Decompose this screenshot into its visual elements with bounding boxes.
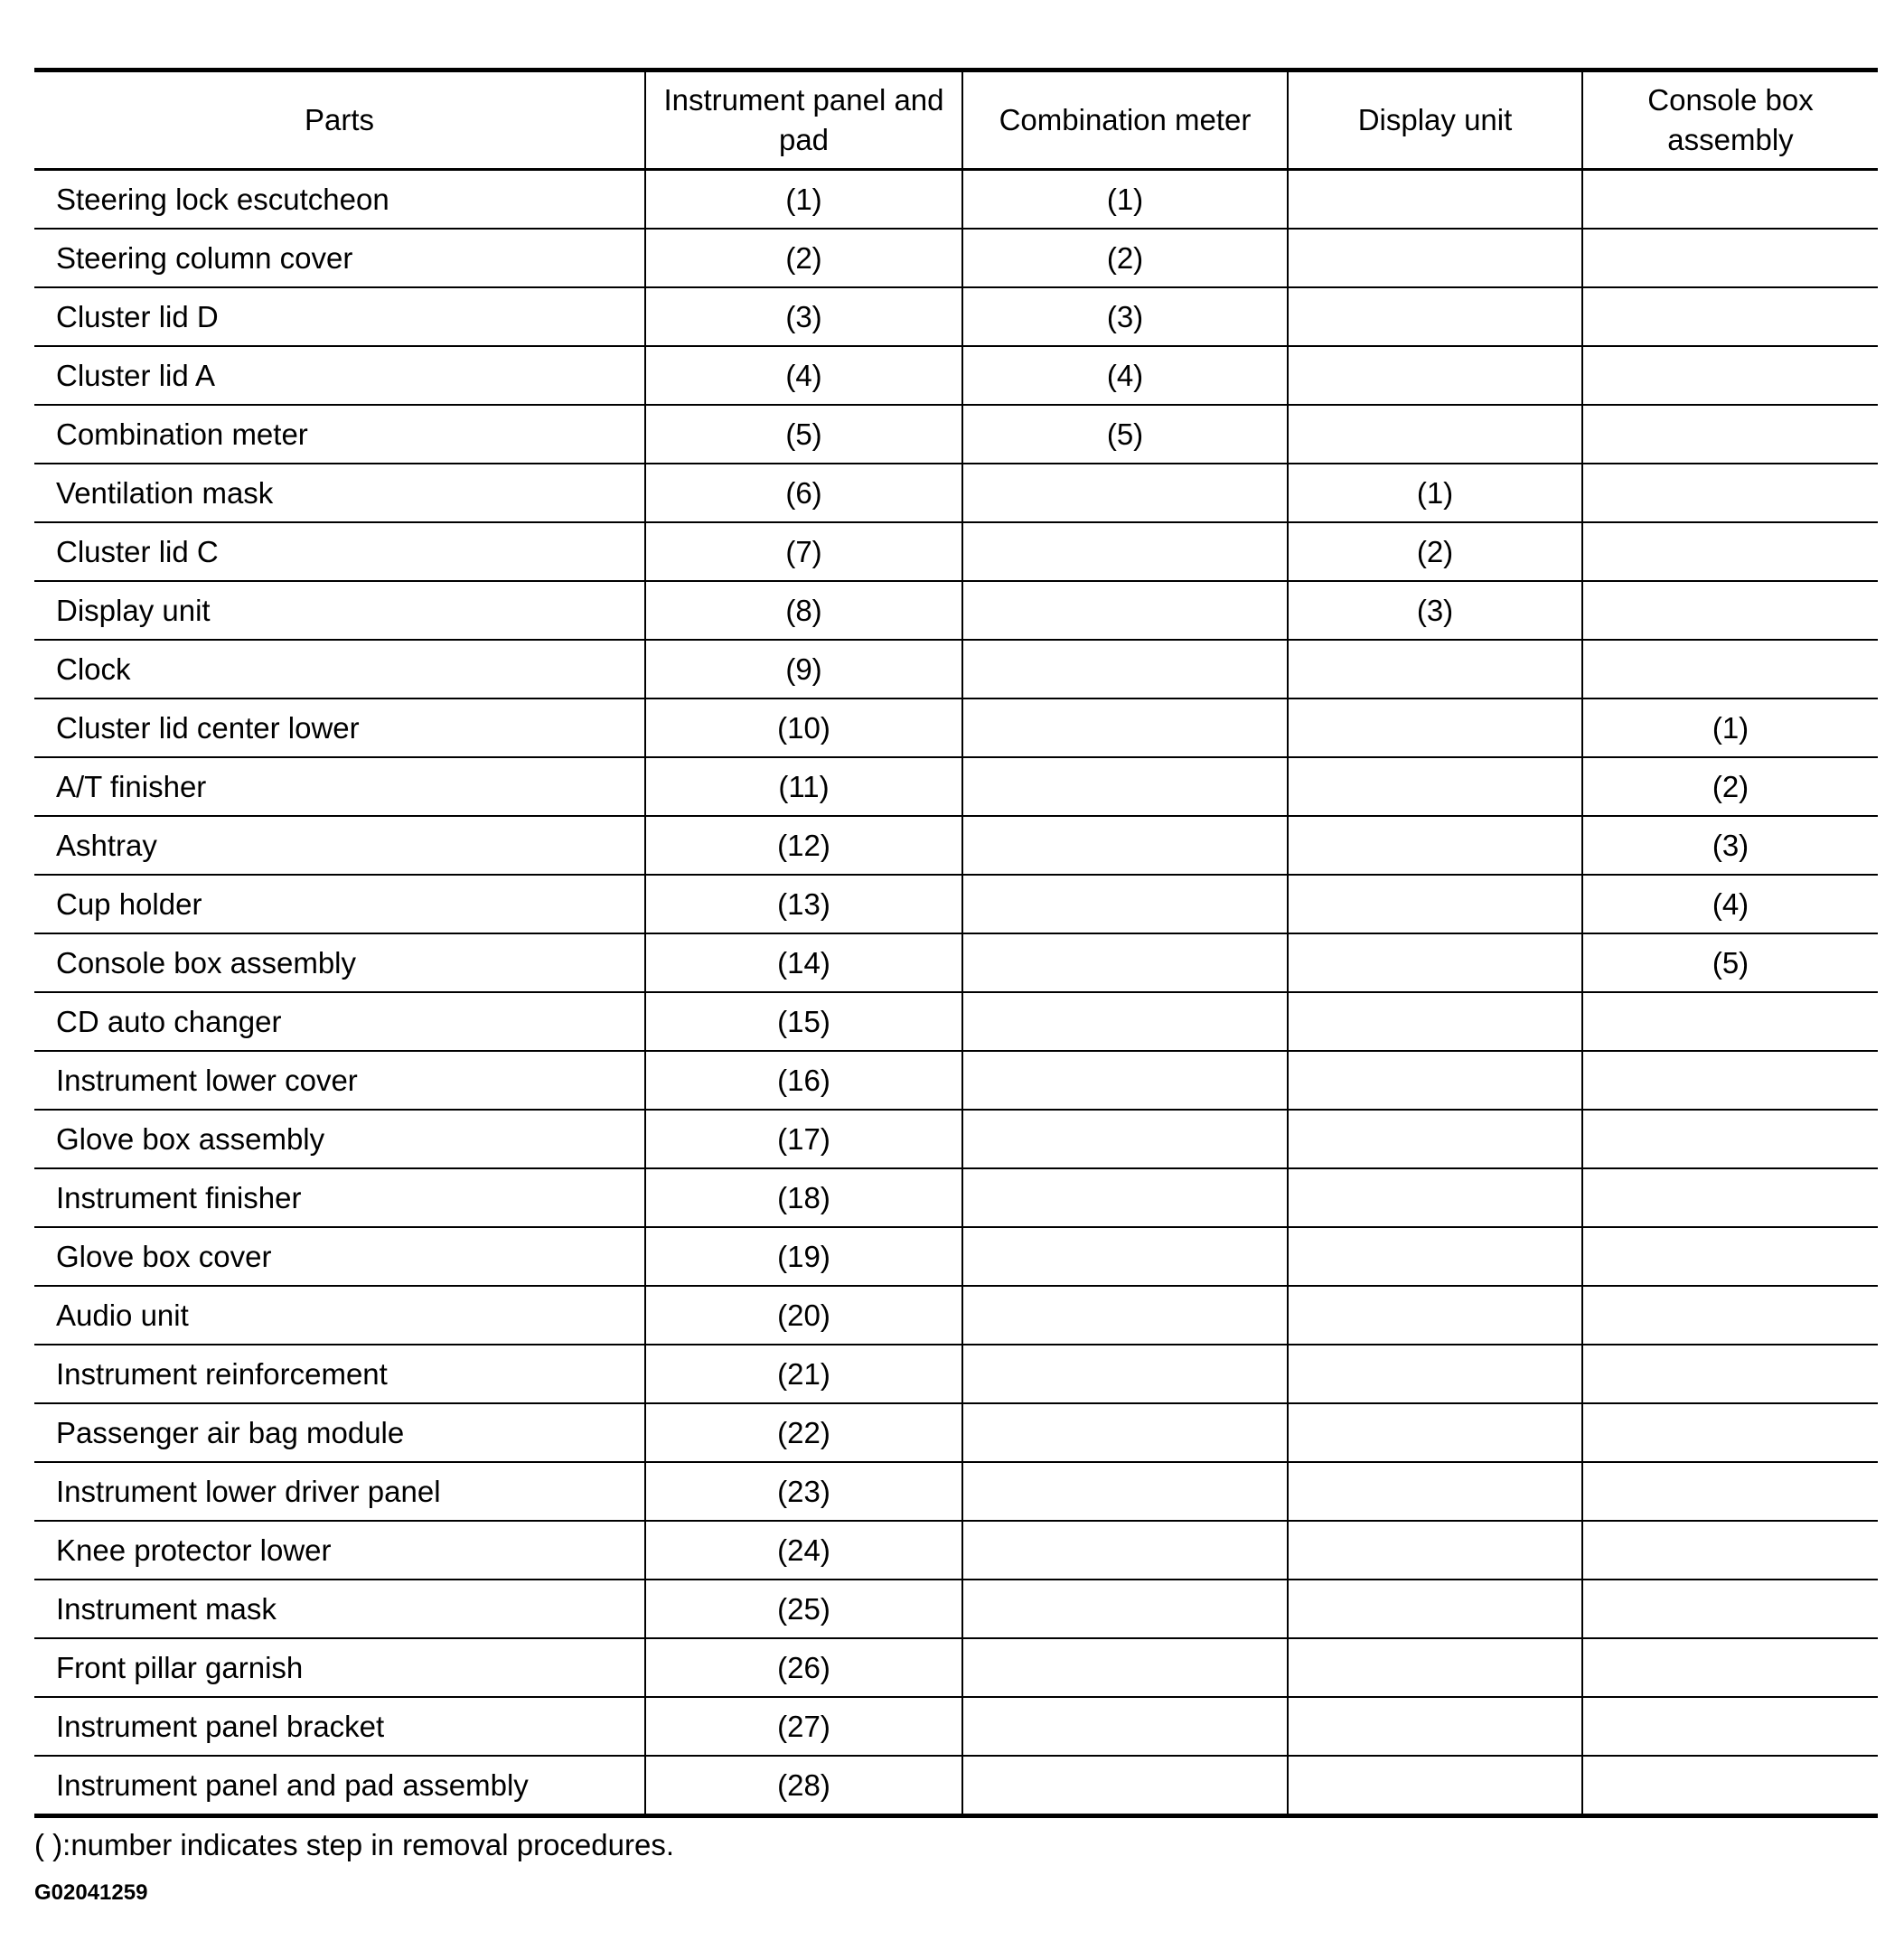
console-box-step-cell: (1) xyxy=(1582,698,1878,757)
instrument-panel-step-cell: (15) xyxy=(645,992,962,1051)
console-box-step-cell xyxy=(1582,170,1878,230)
console-box-step-cell xyxy=(1582,1403,1878,1462)
part-name-cell: Ashtray xyxy=(34,816,645,875)
table-row xyxy=(34,1051,1878,1110)
table-row xyxy=(34,1462,1878,1521)
instrument-panel-step-cell: (18) xyxy=(645,1168,962,1227)
instrument-panel-step-cell: (25) xyxy=(645,1580,962,1638)
display-unit-step-cell xyxy=(1288,1345,1582,1403)
figure-id: G02041259 xyxy=(34,1880,148,1905)
part-name-cell: Cluster lid center lower xyxy=(34,698,645,757)
console-box-step-cell: (3) xyxy=(1582,816,1878,875)
instrument-panel-step-cell: (8) xyxy=(645,581,962,640)
table-row xyxy=(34,1580,1878,1638)
part-name-cell: Audio unit xyxy=(34,1286,645,1345)
console-box-step-cell xyxy=(1582,1697,1878,1756)
table-row xyxy=(34,816,1878,875)
console-box-step-cell: (2) xyxy=(1582,757,1878,816)
part-name-cell: Combination meter xyxy=(34,405,645,464)
combination-meter-step-cell xyxy=(962,875,1288,933)
instrument-panel-step-cell: (28) xyxy=(645,1756,962,1816)
display-unit-step-cell xyxy=(1288,757,1582,816)
header-parts: Parts xyxy=(34,70,645,170)
display-unit-step-cell xyxy=(1288,816,1582,875)
table-row xyxy=(34,1227,1878,1286)
console-box-step-cell xyxy=(1582,229,1878,287)
display-unit-step-cell xyxy=(1288,1580,1582,1638)
header-console-box-assembly: Console box assembly xyxy=(1582,70,1878,170)
display-unit-step-cell xyxy=(1288,1227,1582,1286)
console-box-step-cell xyxy=(1582,1756,1878,1816)
table-row xyxy=(34,464,1878,522)
part-name-cell: Cluster lid A xyxy=(34,346,645,405)
part-name-cell: Instrument lower driver panel xyxy=(34,1462,645,1521)
console-box-step-cell xyxy=(1582,464,1878,522)
table-row xyxy=(34,640,1878,698)
instrument-panel-step-cell: (27) xyxy=(645,1697,962,1756)
part-name-cell: Cluster lid C xyxy=(34,522,645,581)
table-row xyxy=(34,757,1878,816)
console-box-step-cell xyxy=(1582,581,1878,640)
display-unit-step-cell xyxy=(1288,346,1582,405)
part-name-cell: Knee protector lower xyxy=(34,1521,645,1580)
instrument-panel-step-cell: (5) xyxy=(645,405,962,464)
part-name-cell: Clock xyxy=(34,640,645,698)
console-box-step-cell xyxy=(1582,287,1878,346)
part-name-cell: Instrument panel and pad assembly xyxy=(56,1767,529,1802)
table-row xyxy=(34,581,1878,640)
table-header-row xyxy=(34,70,1878,170)
table-row xyxy=(34,1110,1878,1168)
combination-meter-step-cell: (2) xyxy=(962,229,1288,287)
console-box-step-cell xyxy=(1582,405,1878,464)
part-name-cell: Front pillar garnish xyxy=(34,1638,645,1697)
parts-removal-table xyxy=(34,68,1878,1818)
part-name-cell: Ventilation mask xyxy=(34,464,645,522)
display-unit-step-cell xyxy=(1288,698,1582,757)
instrument-panel-step-cell: (2) xyxy=(645,229,962,287)
instrument-panel-step-cell: (20) xyxy=(645,1286,962,1345)
combination-meter-step-cell xyxy=(962,581,1288,640)
combination-meter-step-cell xyxy=(962,1521,1288,1580)
instrument-panel-step-cell: (24) xyxy=(645,1521,962,1580)
combination-meter-step-cell: (1) xyxy=(962,170,1288,230)
combination-meter-step-cell xyxy=(962,1051,1288,1110)
display-unit-step-cell xyxy=(1288,1403,1582,1462)
instrument-panel-step-cell: (17) xyxy=(645,1110,962,1168)
table-row xyxy=(34,992,1878,1051)
combination-meter-step-cell xyxy=(962,1345,1288,1403)
header-display-unit: Display unit xyxy=(1288,70,1582,170)
part-name-cell: Glove box cover xyxy=(34,1227,645,1286)
display-unit-step-cell xyxy=(1288,1697,1582,1756)
instrument-panel-step-cell: (22) xyxy=(645,1403,962,1462)
header-instrument-panel-and-pad: Instrument panel and pad xyxy=(645,70,962,170)
table-row xyxy=(34,1286,1878,1345)
part-name-cell: Instrument lower cover xyxy=(34,1051,645,1110)
part-name-cell: Steering column cover xyxy=(34,229,645,287)
combination-meter-step-cell xyxy=(962,1227,1288,1286)
combination-meter-step-cell xyxy=(962,757,1288,816)
part-name-cell: Cup holder xyxy=(34,875,645,933)
display-unit-step-cell xyxy=(1288,229,1582,287)
display-unit-step-cell xyxy=(1288,1521,1582,1580)
table-row xyxy=(34,287,1878,346)
display-unit-step-cell xyxy=(1288,1051,1582,1110)
console-box-step-cell: (4) xyxy=(1582,875,1878,933)
combination-meter-step-cell xyxy=(962,640,1288,698)
instrument-panel-step-cell: (9) xyxy=(645,640,962,698)
instrument-panel-step-cell: (19) xyxy=(645,1227,962,1286)
instrument-panel-step-cell: (10) xyxy=(645,698,962,757)
console-box-step-cell xyxy=(1582,1462,1878,1521)
table-row xyxy=(34,170,1878,230)
combination-meter-step-cell xyxy=(962,698,1288,757)
combination-meter-step-cell xyxy=(962,1697,1288,1756)
display-unit-step-cell xyxy=(1288,1168,1582,1227)
part-name-cell: Instrument panel bracket xyxy=(34,1697,645,1756)
part-name-cell: Console box assembly xyxy=(34,933,645,992)
combination-meter-step-cell xyxy=(962,1286,1288,1345)
display-unit-step-cell xyxy=(1288,992,1582,1051)
part-name-cell: Steering lock escutcheon xyxy=(34,170,645,230)
console-box-step-cell xyxy=(1582,1110,1878,1168)
combination-meter-step-cell: (4) xyxy=(962,346,1288,405)
instrument-panel-step-cell: (6) xyxy=(645,464,962,522)
table-row xyxy=(34,405,1878,464)
console-box-step-cell xyxy=(1582,1638,1878,1697)
part-name-cell: Passenger air bag module xyxy=(34,1403,645,1462)
instrument-panel-step-cell: (21) xyxy=(645,1345,962,1403)
table-row xyxy=(34,229,1878,287)
combination-meter-step-cell xyxy=(962,464,1288,522)
table-row xyxy=(34,346,1878,405)
combination-meter-step-cell xyxy=(962,1756,1288,1816)
table-row xyxy=(34,1697,1878,1756)
instrument-panel-step-cell: (3) xyxy=(645,287,962,346)
table-row xyxy=(34,933,1878,992)
display-unit-step-cell: (2) xyxy=(1288,522,1582,581)
console-box-step-cell xyxy=(1582,522,1878,581)
console-box-step-cell: (5) xyxy=(1582,933,1878,992)
table-row xyxy=(34,1168,1878,1227)
table-row xyxy=(34,522,1878,581)
display-unit-step-cell xyxy=(1288,1756,1582,1816)
instrument-panel-step-cell: (11) xyxy=(645,757,962,816)
display-unit-step-cell xyxy=(1288,933,1582,992)
part-name-cell: CD auto changer xyxy=(34,992,645,1051)
footnote: ( ):number indicates step in removal procedures. xyxy=(34,1828,674,1861)
instrument-panel-step-cell: (1) xyxy=(645,170,962,230)
display-unit-step-cell: (1) xyxy=(1288,464,1582,522)
table-row xyxy=(34,1403,1878,1462)
part-name-cell: A/T finisher xyxy=(34,757,645,816)
table-row xyxy=(34,1638,1878,1697)
combination-meter-step-cell xyxy=(962,1168,1288,1227)
combination-meter-step-cell xyxy=(962,1403,1288,1462)
part-name-cell: Cluster lid D xyxy=(34,287,645,346)
table-row xyxy=(34,1345,1878,1403)
display-unit-step-cell xyxy=(1288,640,1582,698)
instrument-panel-step-cell: (16) xyxy=(645,1051,962,1110)
part-name-cell: Instrument mask xyxy=(34,1580,645,1638)
combination-meter-step-cell xyxy=(962,1462,1288,1521)
console-box-step-cell xyxy=(1582,1521,1878,1580)
display-unit-step-cell xyxy=(1288,1638,1582,1697)
display-unit-step-cell xyxy=(1288,875,1582,933)
table-row xyxy=(34,698,1878,757)
console-box-step-cell xyxy=(1582,1345,1878,1403)
combination-meter-step-cell xyxy=(962,1638,1288,1697)
console-box-step-cell xyxy=(1582,992,1878,1051)
console-box-step-cell xyxy=(1582,1168,1878,1227)
display-unit-step-cell xyxy=(1288,287,1582,346)
part-name-cell: Display unit xyxy=(34,581,645,640)
header-combination-meter: Combination meter xyxy=(962,70,1288,170)
combination-meter-step-cell xyxy=(962,1110,1288,1168)
instrument-panel-step-cell: (12) xyxy=(645,816,962,875)
part-name-cell: Glove box assembly xyxy=(34,1110,645,1168)
display-unit-step-cell xyxy=(1288,1286,1582,1345)
combination-meter-step-cell: (5) xyxy=(962,405,1288,464)
combination-meter-step-cell xyxy=(962,933,1288,992)
combination-meter-step-cell: (3) xyxy=(962,287,1288,346)
table-row xyxy=(34,875,1878,933)
display-unit-step-cell: (3) xyxy=(1288,581,1582,640)
display-unit-step-cell xyxy=(1288,1110,1582,1168)
console-box-step-cell xyxy=(1582,1580,1878,1638)
instrument-panel-step-cell: (26) xyxy=(645,1638,962,1697)
display-unit-step-cell xyxy=(1288,1462,1582,1521)
console-box-step-cell xyxy=(1582,1227,1878,1286)
display-unit-step-cell xyxy=(1288,405,1582,464)
console-box-step-cell xyxy=(1582,346,1878,405)
console-box-step-cell xyxy=(1582,1051,1878,1110)
combination-meter-step-cell xyxy=(962,816,1288,875)
table-row xyxy=(34,1521,1878,1580)
console-box-step-cell xyxy=(1582,640,1878,698)
combination-meter-step-cell xyxy=(962,1580,1288,1638)
parts-removal-sheet xyxy=(34,68,1878,1907)
console-box-step-cell xyxy=(1582,1286,1878,1345)
table-body xyxy=(34,170,1878,1816)
part-name-cell: Instrument finisher xyxy=(34,1168,645,1227)
instrument-panel-step-cell: (7) xyxy=(645,522,962,581)
table-row xyxy=(34,1756,1878,1816)
instrument-panel-step-cell: (4) xyxy=(645,346,962,405)
part-name-cell: Instrument reinforcement xyxy=(34,1345,645,1403)
display-unit-step-cell xyxy=(1288,170,1582,230)
instrument-panel-step-cell: (13) xyxy=(645,875,962,933)
instrument-panel-step-cell: (23) xyxy=(645,1462,962,1521)
combination-meter-step-cell xyxy=(962,992,1288,1051)
combination-meter-step-cell xyxy=(962,522,1288,581)
instrument-panel-step-cell: (14) xyxy=(645,933,962,992)
